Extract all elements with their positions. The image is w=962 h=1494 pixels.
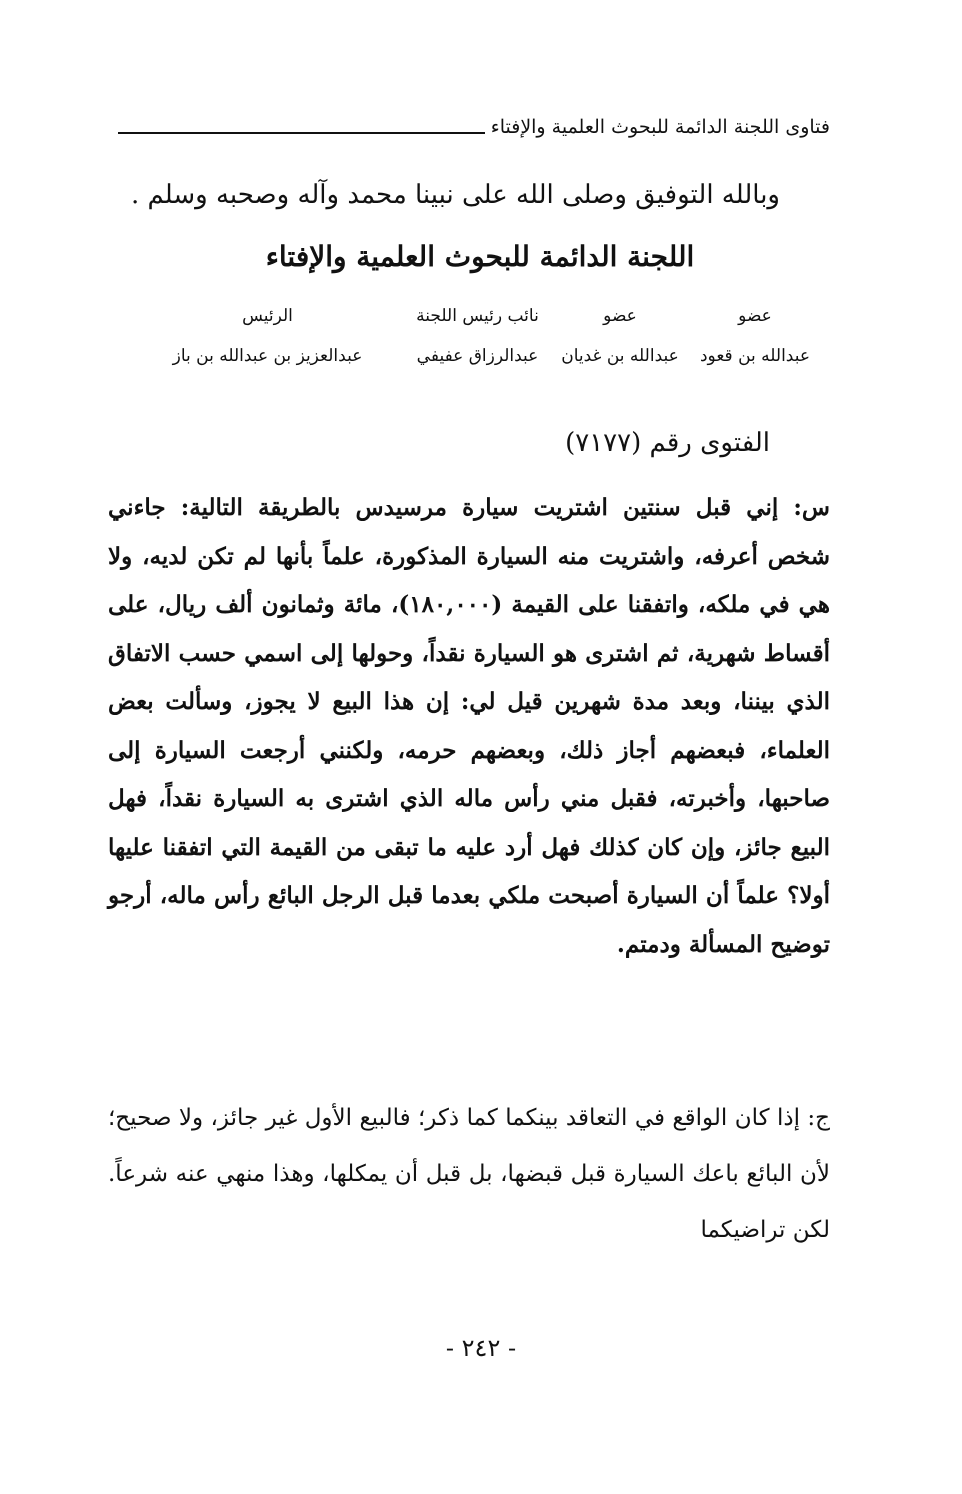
- signatory-name: عبدالرزاق عفيفي: [416, 346, 539, 366]
- closing-line: وبالله التوفيق وصلى الله على نبينا محمد وآله وصحبه وسلم .: [130, 180, 780, 210]
- running-title: فتاوى اللجنة الدائمة للبحوث العلمية والإفتاء: [485, 116, 830, 138]
- signatory-name: عبدالله بن غديان: [561, 346, 679, 366]
- question-paragraph: س: إني قبل سنتين اشتريت سيارة مرسيدس بالطريقة التالية: جاءني شخص أعرفه، واشتريت منه السيارة المذكورة، علماً بأنها لم تكن لديه، ولا هي في ملكه، واتفقنا على القيمة (١٨٠,٠٠٠)، مائة وثمانون ألف ريال، على أقساط شهرية، ثم اشترى هو السيارة نقداً، وحولها إلى اسمي حسب الاتفاق الذي بيننا، وبعد مدة شهرين قيل لي: إن هذا البيع لا يجوز، وسألت بعض العلماء، فبعضهم أجاز ذلك، وبعضهم حرمه، ولكنني أرجعت السيارة إلى صاحبها، وأخبرته، فقبل مني رأس ماله الذي اشترى به السيارة نقداً، فهل البيع جائز، وإن كان كذلك فهل أرد عليه ما تبقى من القيمة التي اتفقنا عليها أولا؟ علماً أن السيارة أصبحت ملكي بعدما قبل الرجل البائع رأس ماله، أرجو توضيح المسألة ودمتم.: [108, 494, 830, 958]
- signatory-name: عبدالله بن قعود: [699, 346, 810, 366]
- signatory-role: عضو: [603, 306, 637, 326]
- answer-paragraph: ج: إذا كان الواقع في التعاقد بينكما كما ذكر؛ فالبيع الأول غير جائز، ولا صحيح؛ لأن البائع باعك السيارة قبل قبضها، بل قبل أن يمكلها، وهذا منهي عنه شرعاً. لكن تراضيكما: [108, 1105, 830, 1243]
- fatwa-number: الفتوى رقم (٧١٧٧): [565, 428, 770, 458]
- committee-name: اللجنة الدائمة للبحوث العلمية والإفتاء: [265, 240, 695, 273]
- signatory-role: الرئيس: [242, 306, 293, 326]
- signatory-roles: [140, 306, 830, 326]
- running-header: [118, 112, 830, 146]
- page-number: - ٢٤٢ -: [445, 1334, 517, 1362]
- signatory-name: عبدالعزيز بن عبدالله بن باز: [172, 346, 363, 366]
- signatory-role: عضو: [738, 306, 772, 326]
- signatory-role: نائب رئيس اللجنة: [416, 306, 539, 326]
- signatory-names: [140, 346, 830, 366]
